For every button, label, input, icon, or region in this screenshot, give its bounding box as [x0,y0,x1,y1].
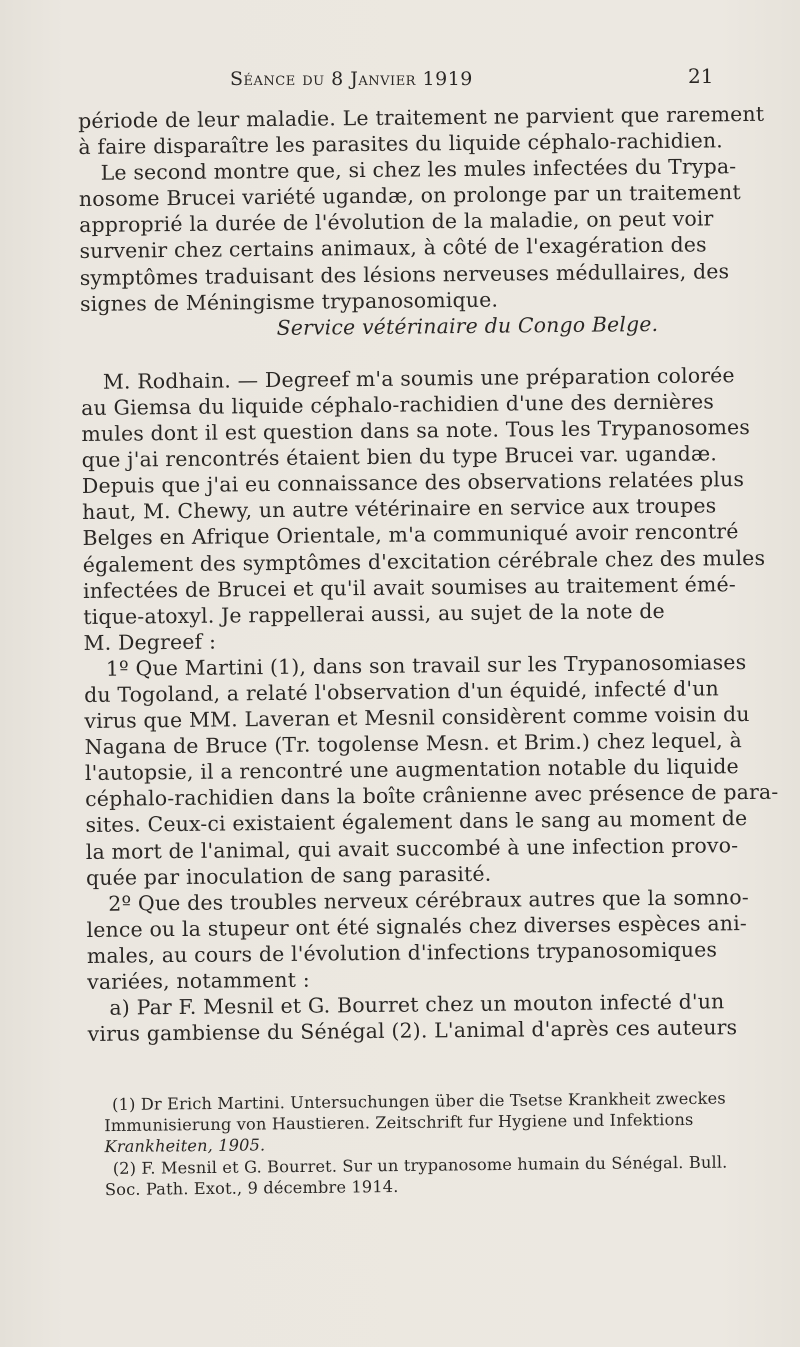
text-line: 1º Que Martini (1), dans son travail sur les Trypanosomiases [105,649,747,681]
text-line: mules dont il est question dans sa note. Tous les Trypanosomes [81,415,751,447]
text-line: période de leur maladie. Le traitement ne parvient que rarement [78,101,765,133]
text-line: nosome Brucei variété ugandæ, on prolonge par un traitement [78,180,741,212]
running-head: Séance du 8 Janvier 1919 [230,68,473,90]
text-line: virus gambiense du Sénégal (2). L'animal d'après ces auteurs [87,1015,738,1047]
text-line: sites. Ceux-ci existaient également dans le sang au moment de [85,806,748,838]
text-line: tique-atoxyl. Je rappellerai aussi, au sujet de la note de [83,598,665,629]
footnote-line: Soc. Path. Exot., 9 décembre 1914. [104,1176,399,1199]
text-line: variées, notamment : [87,967,310,994]
text-line: Depuis que j'ai eu connaissance des observations relatées plus [81,467,745,499]
text-line: symptômes traduisant des lésions nerveuses médullaires, des [79,258,730,290]
footnote-line: Immunisierung von Haustieren. Zeitschrift fur Hygiene und Infektions [104,1110,694,1136]
text-line: que j'ai rencontrés étaient bien du type Brucei var. ugandæ. [81,441,718,473]
footnote-line: Krankheiten, 1905. [104,1135,266,1157]
body-text [78,101,779,1047]
footnote-line: (1) Dr Erich Martini. Untersuchungen über die Tsetse Krankheit zweckes [112,1088,726,1114]
text-line: males, au cours de l'évolution d'infections trypanosomiques [86,937,718,968]
text-line: à faire disparaître les parasites du liquide céphalo-rachidien. [78,128,724,160]
text-line: infectées de Brucei et qu'il avait soumises au traitement émé- [82,571,736,603]
text-line: quée par inoculation de sang parasité. [85,861,492,890]
text-line: approprié la durée de l'évolution de la maladie, on peut voir [79,206,714,238]
text-line: également des symptômes d'excitation cérébrale chez des mules [82,545,766,577]
page-header [0,62,800,92]
text-line: Nagana de Bruce (Tr. togolense Mesn. et Brim.) chez lequel, à [84,728,743,760]
text-line: virus que MM. Laveran et Mesnil considèrent comme voisin du [84,702,750,734]
footnote-line: (2) F. Mesnil et G. Bourret. Sur un trypanosome humain du Sénégal. Bull. [112,1152,728,1178]
text-line: au Giemsa du liquide céphalo-rachidien d'une des dernières [81,389,715,420]
text-line: du Togoland, a relaté l'observation d'un équidé, infecté d'un [84,676,720,707]
text-line: a) Par F. Mesnil et G. Bourret chez un mouton infecté d'un [109,989,725,1020]
signature: Service vétérinaire du Congo Belge. [276,311,659,340]
text-line: lence ou la stupeur ont été signalés chez diverses espèces ani- [86,910,748,942]
text-line: l'autopsie, il a rencontré une augmentation notable du liquide [84,754,739,786]
text-line: haut, M. Chewy, un autre vétérinaire en service aux troupes [82,493,717,525]
text-line: Le second montre que, si chez les mules infectées du Trypa- [100,154,737,185]
text-line: Belges en Afrique Orientale, m'a communiqué avoir rencontré [82,519,739,551]
text-line: survenir chez certains animaux, à côté de l'exagération des [79,232,707,264]
text-line: signes de Méningisme trypanosomique. [79,287,499,316]
text-line: M. Degreef : [83,629,217,655]
text-line: la mort de l'animal, qui avait succombé à une infection provo- [85,832,739,864]
page-number: 21 [688,64,714,88]
text-line: M. Rodhain. — Degreef m'a soumis une préparation colorée [102,362,735,394]
text-line: 2º Que des troubles nerveux cérébraux autres que la somno- [108,884,750,916]
text-line: céphalo-rachidien dans la boîte crânienne avec présence de para- [85,780,779,812]
footnotes [104,1088,733,1200]
